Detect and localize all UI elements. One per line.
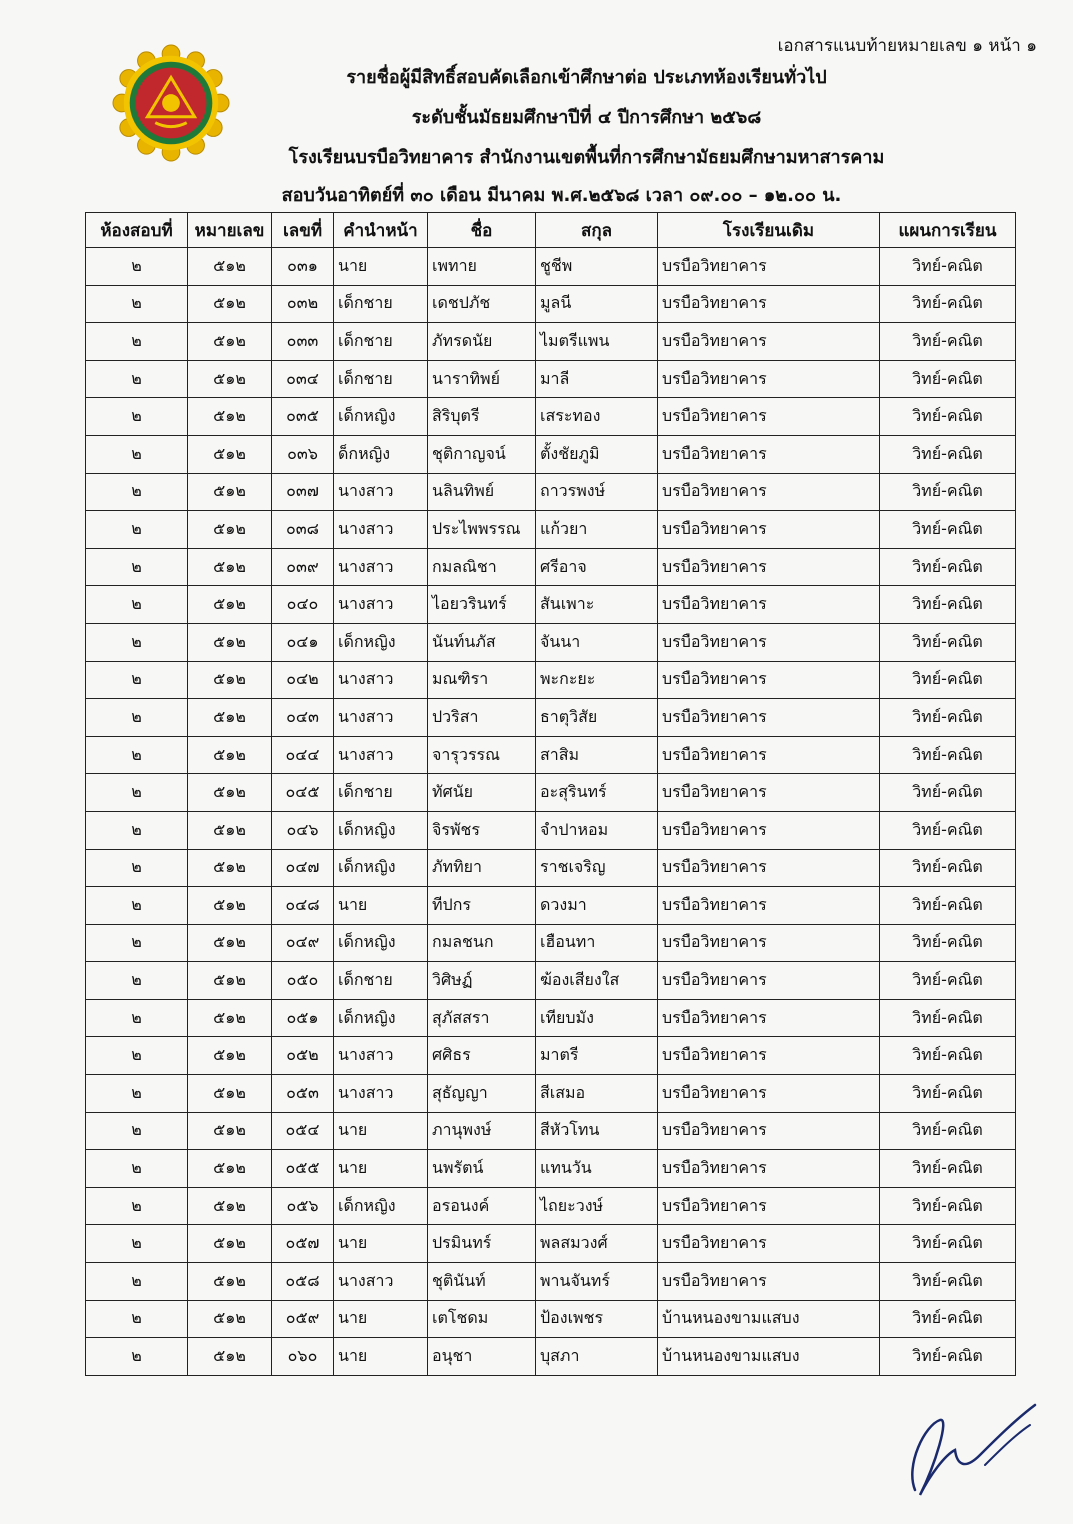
first-name-cell: ชุตินันท์ [428, 1263, 536, 1301]
study-plan-cell: วิทย์-คณิต [880, 736, 1016, 774]
table-row [86, 435, 1016, 473]
prefix-cell: นางสาว [334, 661, 428, 699]
code-cell: ๕๑๒ [188, 887, 272, 925]
room-cell: ๒ [86, 1112, 188, 1150]
first-name-cell: ชุติกาญจน์ [428, 435, 536, 473]
previous-school-cell: บรบือวิทยาคาร [658, 248, 880, 286]
number-cell: ๐๔๕ [272, 774, 334, 812]
first-name-cell: ศศิธร [428, 1037, 536, 1075]
number-cell: ๐๔๖ [272, 811, 334, 849]
first-name-cell: จารุวรรณ [428, 736, 536, 774]
study-plan-cell: วิทย์-คณิต [880, 1338, 1016, 1376]
col-header-prefix: คำนำหน้า [334, 213, 428, 248]
surname-cell: ศรีอาจ [536, 548, 658, 586]
previous-school-cell: บรบือวิทยาคาร [658, 962, 880, 1000]
previous-school-cell: บรบือวิทยาคาร [658, 999, 880, 1037]
prefix-cell: ด็กหญิง [334, 435, 428, 473]
table-row [86, 248, 1016, 286]
first-name-cell: กมลณิชา [428, 548, 536, 586]
number-cell: ๐๓๒ [272, 285, 334, 323]
room-cell: ๒ [86, 661, 188, 699]
room-cell: ๒ [86, 887, 188, 925]
code-cell: ๕๑๒ [188, 548, 272, 586]
prefix-cell: เด็กหญิง [334, 398, 428, 436]
table-body [86, 248, 1016, 1376]
code-cell: ๕๑๒ [188, 1338, 272, 1376]
previous-school-cell: บรบือวิทยาคาร [658, 285, 880, 323]
number-cell: ๐๓๑ [272, 248, 334, 286]
table-row [86, 1300, 1016, 1338]
number-cell: ๐๓๕ [272, 398, 334, 436]
table-row [86, 887, 1016, 925]
room-cell: ๒ [86, 811, 188, 849]
prefix-cell: นางสาว [334, 548, 428, 586]
room-cell: ๒ [86, 398, 188, 436]
room-cell: ๒ [86, 774, 188, 812]
room-cell: ๒ [86, 1263, 188, 1301]
table-row [86, 924, 1016, 962]
study-plan-cell: วิทย์-คณิต [880, 323, 1016, 361]
study-plan-cell: วิทย์-คณิต [880, 511, 1016, 549]
previous-school-cell: บรบือวิทยาคาร [658, 623, 880, 661]
table-row [86, 1187, 1016, 1225]
code-cell: ๕๑๒ [188, 736, 272, 774]
study-plan-cell: วิทย์-คณิต [880, 548, 1016, 586]
surname-cell: ดวงมา [536, 887, 658, 925]
table-row [86, 323, 1016, 361]
room-cell: ๒ [86, 1187, 188, 1225]
number-cell: ๐๕๐ [272, 962, 334, 1000]
previous-school-cell: บรบือวิทยาคาร [658, 473, 880, 511]
number-cell: ๐๕๗ [272, 1225, 334, 1263]
number-cell: ๐๓๔ [272, 360, 334, 398]
study-plan-cell: วิทย์-คณิต [880, 661, 1016, 699]
surname-cell: สีหัวโทน [536, 1112, 658, 1150]
surname-cell: ไถยะวงษ์ [536, 1187, 658, 1225]
number-cell: ๐๓๖ [272, 435, 334, 473]
prefix-cell: เด็กหญิง [334, 849, 428, 887]
surname-cell: แทนวัน [536, 1150, 658, 1188]
prefix-cell: นางสาว [334, 586, 428, 624]
prefix-cell: นางสาว [334, 699, 428, 737]
number-cell: ๐๓๙ [272, 548, 334, 586]
study-plan-cell: วิทย์-คณิต [880, 999, 1016, 1037]
table-row [86, 699, 1016, 737]
first-name-cell: สิริบุตรี [428, 398, 536, 436]
table-row [86, 1150, 1016, 1188]
code-cell: ๕๑๒ [188, 999, 272, 1037]
previous-school-cell: บรบือวิทยาคาร [658, 398, 880, 436]
previous-school-cell: บรบือวิทยาคาร [658, 1075, 880, 1113]
first-name-cell: อนุชา [428, 1338, 536, 1376]
col-header-first-name: ชื่อ [428, 213, 536, 248]
room-cell: ๒ [86, 999, 188, 1037]
surname-cell: อะสุรินทร์ [536, 774, 658, 812]
study-plan-cell: วิทย์-คณิต [880, 887, 1016, 925]
table-row [86, 849, 1016, 887]
first-name-cell: สุภัสสรา [428, 999, 536, 1037]
first-name-cell: สุธัญญา [428, 1075, 536, 1113]
study-plan-cell: วิทย์-คณิต [880, 360, 1016, 398]
surname-cell: ธาตุวิสัย [536, 699, 658, 737]
table-row [86, 1225, 1016, 1263]
title-line-4: สอบวันอาทิตย์ที่ ๓๐ เดือน มีนาคม พ.ศ.๒๕๖๘ เวลา ๐๙.๐๐ – ๑๒.๐๐ น. [281, 185, 842, 206]
number-cell: ๐๔๑ [272, 623, 334, 661]
code-cell: ๕๑๒ [188, 248, 272, 286]
handwritten-signature [885, 1395, 1045, 1505]
first-name-cell: ไอยวรินทร์ [428, 586, 536, 624]
surname-cell: บุสภา [536, 1338, 658, 1376]
table-row [86, 473, 1016, 511]
previous-school-cell: บรบือวิทยาคาร [658, 1263, 880, 1301]
prefix-cell: เด็กหญิง [334, 924, 428, 962]
code-cell: ๕๑๒ [188, 811, 272, 849]
surname-cell: ป้องเพชร [536, 1300, 658, 1338]
study-plan-cell: วิทย์-คณิต [880, 1150, 1016, 1188]
previous-school-cell: บรบือวิทยาคาร [658, 360, 880, 398]
code-cell: ๕๑๒ [188, 699, 272, 737]
surname-cell: มาลี [536, 360, 658, 398]
table-row [86, 398, 1016, 436]
table-row [86, 548, 1016, 586]
number-cell: ๐๔๒ [272, 661, 334, 699]
number-cell: ๐๕๘ [272, 1263, 334, 1301]
code-cell: ๕๑๒ [188, 398, 272, 436]
study-plan-cell: วิทย์-คณิต [880, 285, 1016, 323]
first-name-cell: ประไพพรรณ [428, 511, 536, 549]
study-plan-cell: วิทย์-คณิต [880, 1075, 1016, 1113]
prefix-cell: นาย [334, 1338, 428, 1376]
first-name-cell: ภัทรดนัย [428, 323, 536, 361]
col-header-code: หมายเลข [188, 213, 272, 248]
room-cell: ๒ [86, 924, 188, 962]
study-plan-cell: วิทย์-คณิต [880, 623, 1016, 661]
prefix-cell: นางสาว [334, 736, 428, 774]
prefix-cell: เด็กชาย [334, 323, 428, 361]
study-plan-cell: วิทย์-คณิต [880, 1225, 1016, 1263]
surname-cell: เฮือนทา [536, 924, 658, 962]
study-plan-cell: วิทย์-คณิต [880, 586, 1016, 624]
title-line-2: ระดับชั้นมัธยมศึกษาปีที่ ๔ ปีการศึกษา ๒๕๖๘ [411, 107, 762, 128]
study-plan-cell: วิทย์-คณิต [880, 248, 1016, 286]
previous-school-cell: บรบือวิทยาคาร [658, 548, 880, 586]
code-cell: ๕๑๒ [188, 924, 272, 962]
table-row [86, 360, 1016, 398]
prefix-cell: นางสาว [334, 511, 428, 549]
code-cell: ๕๑๒ [188, 1112, 272, 1150]
prefix-cell: นางสาว [334, 473, 428, 511]
table-row [86, 999, 1016, 1037]
room-cell: ๒ [86, 623, 188, 661]
study-plan-cell: วิทย์-คณิต [880, 1300, 1016, 1338]
room-cell: ๒ [86, 435, 188, 473]
number-cell: ๐๕๕ [272, 1150, 334, 1188]
number-cell: ๐๕๑ [272, 999, 334, 1037]
room-cell: ๒ [86, 962, 188, 1000]
table-row [86, 511, 1016, 549]
first-name-cell: ทัศนัย [428, 774, 536, 812]
candidate-table [85, 212, 1016, 1376]
prefix-cell: นาย [334, 887, 428, 925]
prefix-cell: นางสาว [334, 1075, 428, 1113]
previous-school-cell: บรบือวิทยาคาร [658, 849, 880, 887]
code-cell: ๕๑๒ [188, 774, 272, 812]
previous-school-cell: บรบือวิทยาคาร [658, 435, 880, 473]
first-name-cell: อรอนงค์ [428, 1187, 536, 1225]
previous-school-cell: บรบือวิทยาคาร [658, 1225, 880, 1263]
previous-school-cell: บรบือวิทยาคาร [658, 811, 880, 849]
prefix-cell: เด็กชาย [334, 774, 428, 812]
col-header-room: ห้องสอบที่ [86, 213, 188, 248]
previous-school-cell: บรบือวิทยาคาร [658, 1037, 880, 1075]
room-cell: ๒ [86, 1075, 188, 1113]
room-cell: ๒ [86, 1150, 188, 1188]
prefix-cell: นาย [334, 1150, 428, 1188]
first-name-cell: จิรพัชร [428, 811, 536, 849]
previous-school-cell: บรบือวิทยาคาร [658, 1150, 880, 1188]
prefix-cell: นาย [334, 1300, 428, 1338]
first-name-cell: นลินทิพย์ [428, 473, 536, 511]
prefix-cell: เด็กหญิง [334, 811, 428, 849]
first-name-cell: นันท์นภัส [428, 623, 536, 661]
surname-cell: ตั้งชัยภูมิ [536, 435, 658, 473]
first-name-cell: นาราทิพย์ [428, 360, 536, 398]
previous-school-cell: บรบือวิทยาคาร [658, 924, 880, 962]
room-cell: ๒ [86, 360, 188, 398]
previous-school-cell: บรบือวิทยาคาร [658, 736, 880, 774]
number-cell: ๐๕๒ [272, 1037, 334, 1075]
study-plan-cell: วิทย์-คณิต [880, 1187, 1016, 1225]
code-cell: ๕๑๒ [188, 1225, 272, 1263]
surname-cell: ไมตรีแพน [536, 323, 658, 361]
first-name-cell: เดชปภัช [428, 285, 536, 323]
previous-school-cell: บรบือวิทยาคาร [658, 774, 880, 812]
room-cell: ๒ [86, 1225, 188, 1263]
room-cell: ๒ [86, 548, 188, 586]
room-cell: ๒ [86, 849, 188, 887]
code-cell: ๕๑๒ [188, 323, 272, 361]
study-plan-cell: วิทย์-คณิต [880, 1112, 1016, 1150]
study-plan-cell: วิทย์-คณิต [880, 849, 1016, 887]
surname-cell: สาสิม [536, 736, 658, 774]
number-cell: ๐๔๙ [272, 924, 334, 962]
code-cell: ๕๑๒ [188, 360, 272, 398]
study-plan-cell: วิทย์-คณิต [880, 473, 1016, 511]
study-plan-cell: วิทย์-คณิต [880, 924, 1016, 962]
first-name-cell: กมลชนก [428, 924, 536, 962]
number-cell: ๐๕๔ [272, 1112, 334, 1150]
code-cell: ๕๑๒ [188, 849, 272, 887]
first-name-cell: ภัททิยา [428, 849, 536, 887]
code-cell: ๕๑๒ [188, 1187, 272, 1225]
room-cell: ๒ [86, 1338, 188, 1376]
number-cell: ๐๕๓ [272, 1075, 334, 1113]
surname-cell: จำปาหอม [536, 811, 658, 849]
surname-cell: ฆ้องเสียงใส [536, 962, 658, 1000]
table-row [86, 1263, 1016, 1301]
study-plan-cell: วิทย์-คณิต [880, 962, 1016, 1000]
code-cell: ๕๑๒ [188, 1300, 272, 1338]
prefix-cell: เด็กชาย [334, 360, 428, 398]
title-line-1: รายชื่อผู้มีสิทธิ์สอบคัดเลือกเข้าศึกษาต่อ ประเภทห้องเรียนทั่วไป [346, 67, 827, 88]
number-cell: ๐๖๐ [272, 1338, 334, 1376]
table-row [86, 1112, 1016, 1150]
code-cell: ๕๑๒ [188, 285, 272, 323]
study-plan-cell: วิทย์-คณิต [880, 811, 1016, 849]
study-plan-cell: วิทย์-คณิต [880, 699, 1016, 737]
table-row [86, 1037, 1016, 1075]
number-cell: ๐๓๗ [272, 473, 334, 511]
first-name-cell: เตโชดม [428, 1300, 536, 1338]
document-reference: เอกสารแนบท้ายหมายเลข ๑ หน้า ๑ [777, 36, 1037, 56]
table-row [86, 1075, 1016, 1113]
code-cell: ๕๑๒ [188, 435, 272, 473]
surname-cell: เทียบมัง [536, 999, 658, 1037]
previous-school-cell: บ้านหนองขามแสบง [658, 1300, 880, 1338]
surname-cell: สันเพาะ [536, 586, 658, 624]
previous-school-cell: บรบือวิทยาคาร [658, 1187, 880, 1225]
previous-school-cell: บรบือวิทยาคาร [658, 1112, 880, 1150]
number-cell: ๐๕๖ [272, 1187, 334, 1225]
study-plan-cell: วิทย์-คณิต [880, 774, 1016, 812]
title-line-3: โรงเรียนบรบือวิทยาคาร สำนักงานเขตพื้นที่การศึกษามัธยมศึกษามหาสารคาม [288, 147, 885, 168]
room-cell: ๒ [86, 285, 188, 323]
col-header-surname: สกุล [536, 213, 658, 248]
prefix-cell: นาย [334, 1112, 428, 1150]
number-cell: ๐๔๗ [272, 849, 334, 887]
code-cell: ๕๑๒ [188, 623, 272, 661]
number-cell: ๐๓๘ [272, 511, 334, 549]
table-row [86, 736, 1016, 774]
room-cell: ๒ [86, 1300, 188, 1338]
table-row [86, 661, 1016, 699]
first-name-cell: วิศิษฏ์ [428, 962, 536, 1000]
room-cell: ๒ [86, 699, 188, 737]
col-header-number: เลขที่ [272, 213, 334, 248]
previous-school-cell: บรบือวิทยาคาร [658, 586, 880, 624]
surname-cell: ชูชีพ [536, 248, 658, 286]
previous-school-cell: บรบือวิทยาคาร [658, 511, 880, 549]
surname-cell: เสระทอง [536, 398, 658, 436]
code-cell: ๕๑๒ [188, 1075, 272, 1113]
surname-cell: มาตรี [536, 1037, 658, 1075]
first-name-cell: ทีปกร [428, 887, 536, 925]
previous-school-cell: บ้านหนองขามแสบง [658, 1338, 880, 1376]
table-row [86, 1338, 1016, 1376]
table-row [86, 774, 1016, 812]
number-cell: ๐๕๙ [272, 1300, 334, 1338]
previous-school-cell: บรบือวิทยาคาร [658, 661, 880, 699]
first-name-cell: ปวริสา [428, 699, 536, 737]
prefix-cell: เด็กหญิง [334, 1187, 428, 1225]
prefix-cell: นาย [334, 1225, 428, 1263]
room-cell: ๒ [86, 1037, 188, 1075]
room-cell: ๒ [86, 248, 188, 286]
surname-cell: สีเสมอ [536, 1075, 658, 1113]
table-row [86, 623, 1016, 661]
code-cell: ๕๑๒ [188, 1263, 272, 1301]
study-plan-cell: วิทย์-คณิต [880, 1037, 1016, 1075]
table-row [86, 962, 1016, 1000]
col-header-previous-school: โรงเรียนเดิม [658, 213, 880, 248]
first-name-cell: ภานุพงษ์ [428, 1112, 536, 1150]
surname-cell: พานจันทร์ [536, 1263, 658, 1301]
number-cell: ๐๔๐ [272, 586, 334, 624]
surname-cell: ราชเจริญ [536, 849, 658, 887]
room-cell: ๒ [86, 473, 188, 511]
table-header-row [86, 213, 1016, 248]
surname-cell: มูลนี [536, 285, 658, 323]
prefix-cell: นางสาว [334, 1263, 428, 1301]
first-name-cell: มณฑิรา [428, 661, 536, 699]
prefix-cell: เด็กหญิง [334, 623, 428, 661]
study-plan-cell: วิทย์-คณิต [880, 1263, 1016, 1301]
surname-cell: ถาวรพงษ์ [536, 473, 658, 511]
room-cell: ๒ [86, 736, 188, 774]
room-cell: ๒ [86, 586, 188, 624]
first-name-cell: ปรมินทร์ [428, 1225, 536, 1263]
prefix-cell: นางสาว [334, 1037, 428, 1075]
number-cell: ๐๔๓ [272, 699, 334, 737]
room-cell: ๒ [86, 323, 188, 361]
code-cell: ๕๑๒ [188, 511, 272, 549]
number-cell: ๐๓๓ [272, 323, 334, 361]
prefix-cell: เด็กชาย [334, 285, 428, 323]
room-cell: ๒ [86, 511, 188, 549]
table-row [86, 586, 1016, 624]
number-cell: ๐๔๘ [272, 887, 334, 925]
previous-school-cell: บรบือวิทยาคาร [658, 887, 880, 925]
prefix-cell: เด็กชาย [334, 962, 428, 1000]
code-cell: ๕๑๒ [188, 586, 272, 624]
code-cell: ๕๑๒ [188, 1037, 272, 1075]
surname-cell: พะกะยะ [536, 661, 658, 699]
previous-school-cell: บรบือวิทยาคาร [658, 699, 880, 737]
surname-cell: แก้วยา [536, 511, 658, 549]
previous-school-cell: บรบือวิทยาคาร [658, 323, 880, 361]
study-plan-cell: วิทย์-คณิต [880, 398, 1016, 436]
surname-cell: พลสมวงศ์ [536, 1225, 658, 1263]
first-name-cell: เพทาย [428, 248, 536, 286]
prefix-cell: เด็กหญิง [334, 999, 428, 1037]
col-header-study-plan: แผนการเรียน [880, 213, 1016, 248]
study-plan-cell: วิทย์-คณิต [880, 435, 1016, 473]
table-row [86, 811, 1016, 849]
code-cell: ๕๑๒ [188, 473, 272, 511]
number-cell: ๐๔๔ [272, 736, 334, 774]
code-cell: ๕๑๒ [188, 661, 272, 699]
code-cell: ๕๑๒ [188, 962, 272, 1000]
first-name-cell: นพรัตน์ [428, 1150, 536, 1188]
surname-cell: จันนา [536, 623, 658, 661]
code-cell: ๕๑๒ [188, 1150, 272, 1188]
prefix-cell: นาย [334, 248, 428, 286]
table-row [86, 285, 1016, 323]
